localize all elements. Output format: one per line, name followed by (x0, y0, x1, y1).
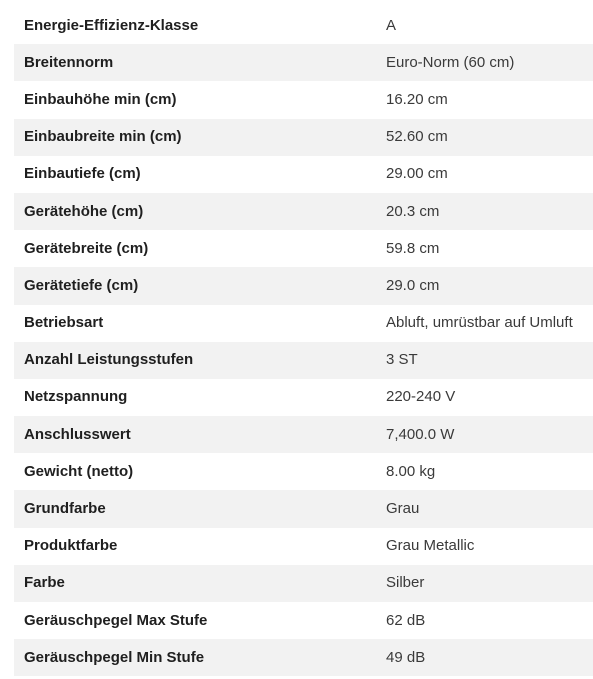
spec-label: Anschlusswert (24, 425, 131, 443)
spec-row-noise-min (14, 639, 593, 676)
spec-label: Anzahl Leistungsstufen (24, 351, 194, 369)
spec-label: Geräuschpegel Min Stufe (24, 648, 205, 666)
spec-row-width-standard (14, 44, 593, 81)
spec-label: Gerätetiefe (cm) (24, 276, 139, 294)
spec-value: 59.8 cm (386, 239, 440, 257)
spec-row-noise-max (14, 602, 593, 639)
spec-value: Grau (386, 500, 420, 518)
spec-value: Abluft, umrüstbar auf Umluft (386, 314, 573, 332)
spec-value: 3 ST (386, 351, 418, 369)
spec-row-install-width-min (14, 119, 593, 156)
spec-label: Betriebsart (24, 314, 104, 332)
spec-label: Einbauhöhe min (cm) (24, 90, 177, 108)
specifications-table (14, 7, 593, 676)
spec-value: 29.0 cm (386, 276, 440, 294)
spec-label: Energie-Effizienz-Klasse (24, 16, 199, 34)
spec-label: Einbautiefe (cm) (24, 165, 141, 183)
spec-row-base-color (14, 490, 593, 527)
specifications-body (14, 7, 593, 676)
spec-row-operating-mode (14, 305, 593, 342)
spec-value: 52.60 cm (386, 128, 448, 146)
spec-value: 220-240 V (386, 388, 456, 406)
spec-value: 49 dB (386, 648, 426, 666)
spec-label: Geräuschpegel Max Stufe (24, 611, 208, 629)
spec-row-product-color (14, 528, 593, 565)
spec-row-connected-load (14, 416, 593, 453)
spec-value: 62 dB (386, 611, 426, 629)
spec-row-device-height (14, 193, 593, 230)
spec-label: Grundfarbe (24, 500, 106, 518)
spec-row-voltage (14, 379, 593, 416)
spec-row-install-depth (14, 156, 593, 193)
spec-value: A (386, 16, 397, 34)
spec-value: 7,400.0 W (386, 425, 455, 443)
spec-label: Farbe (24, 574, 65, 592)
spec-label: Gerätebreite (cm) (24, 239, 149, 257)
spec-value: 20.3 cm (386, 202, 440, 220)
spec-value: Euro-Norm (60 cm) (386, 53, 515, 71)
spec-label: Einbaubreite min (cm) (24, 128, 182, 146)
spec-value: Grau Metallic (386, 537, 475, 555)
spec-label: Gewicht (netto) (24, 462, 134, 480)
spec-row-power-levels (14, 342, 593, 379)
spec-value: Silber (386, 574, 425, 592)
spec-row-device-depth (14, 267, 593, 304)
spec-label: Netzspannung (24, 388, 128, 406)
spec-value: 29.00 cm (386, 165, 448, 183)
spec-label: Gerätehöhe (cm) (24, 202, 144, 220)
spec-row-net-weight (14, 453, 593, 490)
spec-label: Produktfarbe (24, 537, 118, 555)
spec-row-energy-class (14, 7, 593, 44)
spec-label: Breitennorm (24, 53, 114, 71)
spec-value: 16.20 cm (386, 90, 448, 108)
spec-value: 8.00 kg (386, 462, 436, 480)
spec-row-device-width (14, 230, 593, 267)
spec-row-color (14, 565, 593, 602)
spec-row-install-height-min (14, 81, 593, 118)
